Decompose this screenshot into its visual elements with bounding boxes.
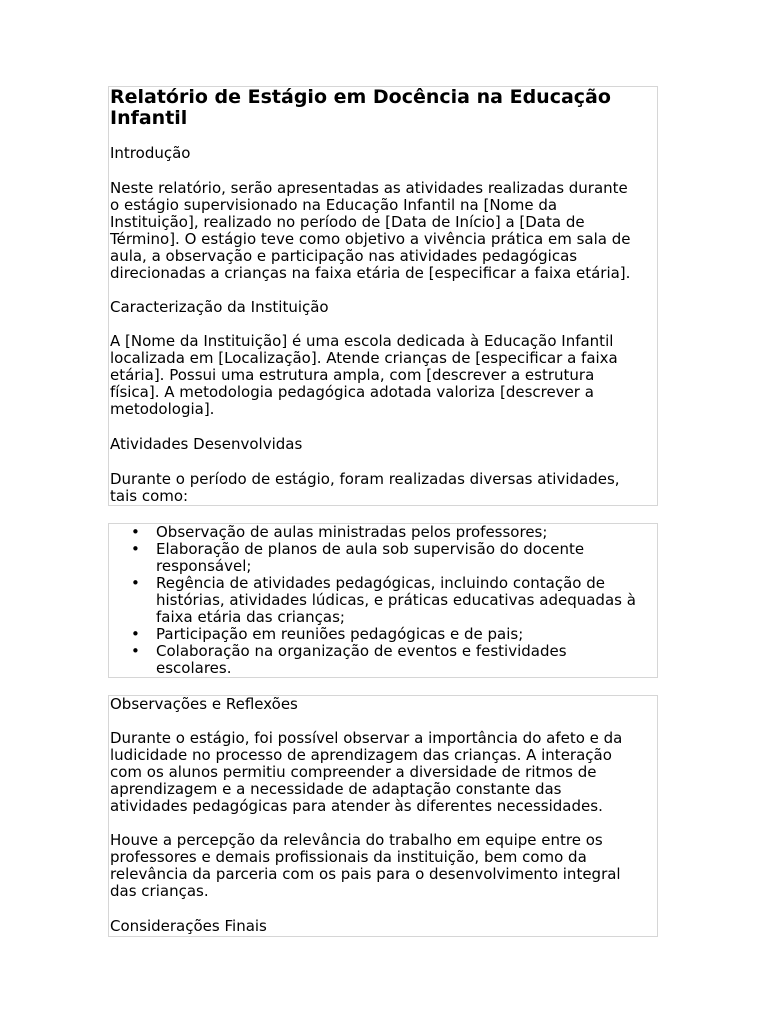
list-item [109,643,657,677]
activities-list-section [108,523,658,678]
observations-heading: Observações e Reflexões [110,695,298,713]
bullet-icon: • [131,523,140,541]
observations-paragraph-1: Durante o estágio, foi possível observar a importância do afeto e da ludicidade no processo de aprendizagem das crianças. A interação com os alunos permitiu compreender a diversidade de ritmos de aprendizagem e a necessidade de adaptação constante das atividades pedagógicas para atender às diferentes necessidades. [110,729,623,815]
list-item-text: Colaboração na organização de eventos e festividades escolares. [156,642,567,677]
activities-heading: Atividades Desenvolvidas [110,435,303,453]
list-item [109,524,657,541]
institution-heading: Caracterização da Instituição [110,298,329,316]
activities-intro-paragraph: Durante o período de estágio, foram realizadas diversas atividades, tais como: [110,470,620,505]
bullet-icon: • [131,574,140,592]
list-item-text: Elaboração de planos de aula sob supervisão do docente responsável; [156,540,585,575]
bullet-icon: • [131,540,140,558]
bullet-icon: • [131,642,140,660]
intro-heading: Introdução [110,144,191,162]
observations-paragraph-2: Houve a percepção da relevância do trabalho em equipe entre os professores e demais profissionais da instituição, bem como da relevância da parceria com os pais para o desenvolvimento integral das crianças. [110,831,621,900]
final-considerations-heading: Considerações Finais [110,917,267,935]
list-item-text: Regência de atividades pedagógicas, incluindo contação de histórias, atividades lúdicas, e práticas educativas adequadas à faixa etária das crianças; [156,574,636,626]
intro-paragraph: Neste relatório, serão apresentadas as atividades realizadas durante o estágio supervisionado na Educação Infantil na [Nome da Instituição], realizado no período de [Data de Início] a [Data de Término]. O estágio teve como objetivo a vivência prática em sala de aula, a observação e participação nas atividades pedagógicas direcionadas a crianças na faixa etária de [especificar a faixa etária]. [110,179,631,282]
list-item [109,575,657,626]
activities-list [109,524,657,677]
list-item [109,626,657,643]
list-item-text: Observação de aulas ministradas pelos professores; [156,523,548,541]
report-section-observations [108,695,658,937]
report-section-intro [108,86,658,506]
bullet-icon: • [131,625,140,643]
document-title: Relatório de Estágio em Docência na Educação Infantil [110,86,611,129]
list-item-text: Participação em reuniões pedagógicas e de pais; [156,625,524,643]
institution-paragraph: A [Nome da Instituição] é uma escola dedicada à Educação Infantil localizada em [Localização]. Atende crianças de [especificar a faixa etária]. Possui uma estrutura ampla, com [descrever a estrutura física]. A metodologia pedagógica adotada valoriza [descrever a metodologia]. [110,332,618,418]
list-item [109,541,657,575]
